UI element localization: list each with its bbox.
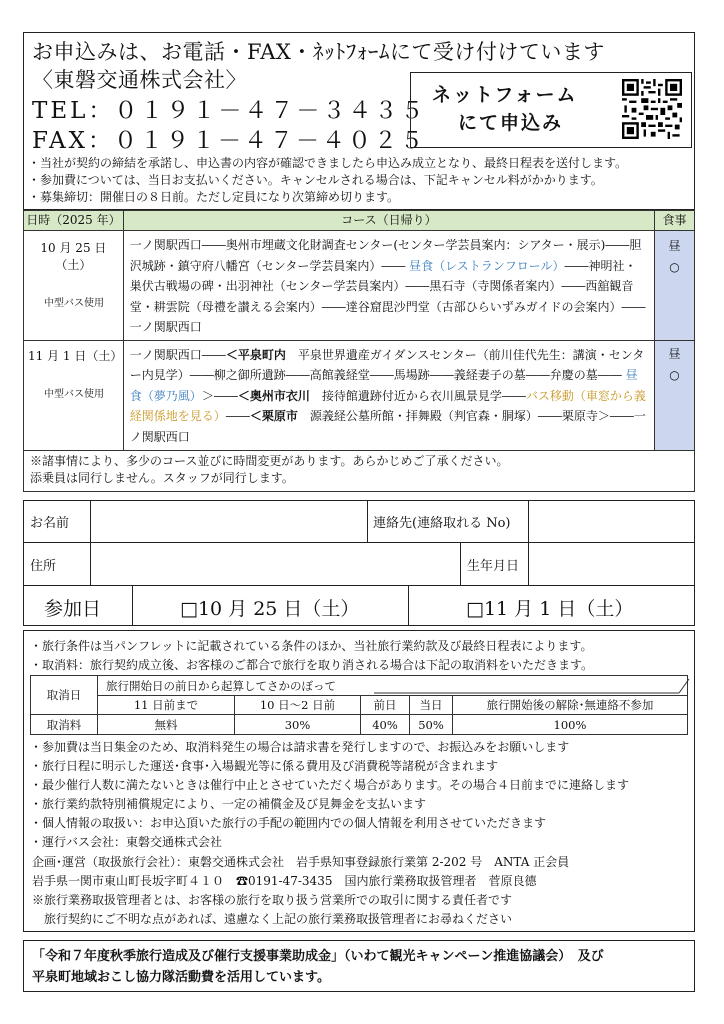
cancel-fee-4: 50%	[410, 715, 453, 735]
trip2-bus-move: バス移動（車窓から義経関係地を見る）	[129, 388, 646, 423]
terms-line-2: ・取消料：旅行契約成立後、お客様のご都合で旅行を取り消される場合は下記の取消料をいただきます。	[30, 658, 594, 672]
name-label: お名前	[30, 516, 70, 531]
terms-bullet-6: ・運行バス会社：東磐交通株式会社	[30, 835, 223, 849]
header-title: お申込みは、お電話・FAX・ﾈｯﾄﾌｫｰﾑにて受け付けています	[32, 40, 605, 64]
cancel-span-label: 旅行開始日の前日から起算してさかのぼって	[106, 678, 336, 693]
address-input[interactable]	[90, 542, 461, 585]
org-line-3: ※旅行業務取扱管理者とは、お客様の旅行を取り扱う営業所での取引に関する責任者です	[32, 893, 513, 907]
birth-label: 生年月日	[467, 559, 520, 574]
contact-label: 連絡先(連絡取れる No)	[373, 516, 511, 531]
trip1-course: 一ノ関駅西口――奥州市埋蔵文化財調査センター(センター学芸員案内：シアター・展示)――胆沢城跡・鎮守府八幡宮（センター学芸員案内）―― 昼食（レストランフロール）――神明社・巣伏古戦場の碑・出羽神社（センター学芸員案内）――黒石寺（寺関係者案内）――西舘観音堂・耕雲院（母禮を讃える会案内）――達谷窟毘沙門堂（古部ひらいずみガイドの会案内）――一ノ関駅西口	[123, 231, 654, 341]
fax-number: FAX：０１９１－４７－４０２５	[32, 128, 426, 154]
schedule-note-1: ※諸事情により、多少のコース並びに時間変更があります。あらかじめご了承ください。	[30, 453, 509, 468]
address-label: 住所	[30, 559, 57, 574]
birth-input[interactable]	[528, 542, 695, 585]
cancel-col-2: 10 日～2 日前	[235, 696, 361, 715]
join-label: 参加日	[44, 598, 102, 620]
header-note-3: ・募集締切：開催日の８日前。ただし定員になり次第締め切ります。	[28, 190, 400, 204]
terms-bullet-4: ・旅行業約款特別補償規定により、一定の補償金及び見舞金を支払います	[30, 797, 427, 811]
cancel-col-5: 旅行開始後の解除･無連絡不参加	[453, 696, 688, 715]
trip2-meal-label: 昼	[668, 346, 681, 361]
schedule-table	[23, 210, 695, 492]
netform-label-1: ネットフォーム	[432, 84, 578, 106]
cancel-fee-5: 100%	[453, 715, 688, 735]
name-input[interactable]	[90, 500, 368, 542]
qr-code-icon[interactable]	[622, 79, 682, 139]
cancel-fee-1: 無料	[98, 715, 235, 735]
join-option-1[interactable]: □10 月 25 日（土）	[180, 598, 360, 620]
trip2-course: 一ノ関駅西口――＜平泉町内 平泉世界遺産ガイダンスセンター（前川佳代先生：講演・センター内見学）――柳之御所遺跡――高館義経堂――馬場跡――義経妻子の墓――弁慶の墓―― 昼食（夢乃風）＞――＜奥州市衣川 接待館遺跡付近から衣川風景見学――バス移動（車窓から義経関係地を見る）――＜栗原市 源義経公墓所館・拝舞殿（判官森・胴塚）――栗原寺＞――一ノ関駅西口	[123, 340, 654, 450]
schedule-note-2: 添乗員は同行しません。スタッフが同行します。	[30, 470, 294, 485]
trip1-bus: 中型バス使用	[44, 298, 104, 309]
cancel-fee-label: 取消料	[31, 715, 98, 735]
cancel-col-1: 11 日前まで	[98, 696, 235, 715]
trip2-bus: 中型バス使用	[44, 388, 104, 400]
trip1-date: 10 月 25 日（土）	[40, 241, 107, 272]
schedule-row-nov1	[24, 340, 695, 450]
course-header: コース（日帰り）	[123, 211, 654, 231]
terms-bullet-3: ・最少催行人数に満たないときは催行中止とさせていただく場合があります。その場合４日前までに連絡します	[30, 778, 630, 792]
org-line-4: 旅行契約にご不明な点があれば、遠慮なく上記の旅行業務取扱管理者にお尋ねください	[44, 912, 513, 926]
cancel-fee-table	[30, 675, 688, 735]
meal-header: 食事	[655, 211, 695, 231]
join-option-2[interactable]: □11 月 1 日（土）	[466, 598, 634, 620]
trip1-meal-label: 昼	[668, 239, 681, 253]
tel-number[interactable]: TEL：０１９１－４７－３４３５	[32, 98, 427, 124]
trip1-meal-mark: ○	[669, 260, 680, 274]
org-line-2: 岩手県一関市東山町長坂字町４１０ ☎0191-47-3435 国内旅行業務取扱管理者 菅原良德	[32, 874, 537, 888]
cancel-fee-3: 40%	[361, 715, 410, 735]
cancel-span-arrow-icon	[374, 678, 690, 694]
header-note-1: ・当社が契約の締結を承諾し、申込書の内容が確認できましたら申込み成立となり、最終日程表を送付します。	[28, 156, 628, 170]
trip2-lunch: 昼食（夢乃風）	[129, 368, 638, 403]
header-note-2: ・参加費については、当日お支払いください。キャンセルされる場合は、下記キャンセル料がかかります。	[28, 173, 603, 187]
schedule-row-oct25	[24, 231, 695, 341]
terms-bullet-1: ・参加費は当日集金のため、取消料発生の場合は請求書を発行しますので、お振込みをお願いします	[30, 740, 570, 754]
terms-line-1: ・旅行条件は当パンフレットに記載されている条件のほか、当社旅行業約款及び最終日程表によります。	[30, 639, 593, 653]
cancel-col-4: 当日	[410, 696, 453, 715]
cancel-day-label: 取消日	[31, 676, 98, 715]
date-header: 日時（2025 年）	[24, 211, 124, 231]
footer-line-1: 「令和７年度秋季旅行造成及び催行支援事業助成金」（いわて観光キャンペーン推進協議会） 及び	[32, 949, 604, 964]
trip2-meal-mark: ○	[669, 367, 680, 382]
netform-label-2: にて申込み	[458, 112, 564, 134]
terms-bullet-2: ・旅行日程に明示した運送･食事･入場観光等に係る費用及び消費税等諸税が含まれます	[30, 759, 499, 773]
trip1-lunch: 昼食（レストランフロール）	[409, 258, 565, 273]
trip2-date: 11 月 1 日（土）	[28, 348, 123, 363]
cancel-col-3: 前日	[361, 696, 410, 715]
footer-line-2: 平泉町地域おこし協力隊活動費を活用しています。	[32, 970, 330, 985]
contact-input[interactable]	[528, 500, 695, 542]
org-line-1: 企画･運営（取扱旅行会社）：東磐交通株式会社 岩手県知事登録旅行業第 2-202 号 ANTA 正会員	[32, 855, 570, 869]
company-name: 〈東磐交通株式会社〉	[32, 68, 247, 92]
subsidy-footer	[23, 940, 695, 992]
cancel-fee-2: 30%	[235, 715, 361, 735]
terms-bullet-5: ・個人情報の取扱い：お申込頂いた旅行の手配の範囲内での個人情報を利用させていただきます	[30, 816, 547, 830]
